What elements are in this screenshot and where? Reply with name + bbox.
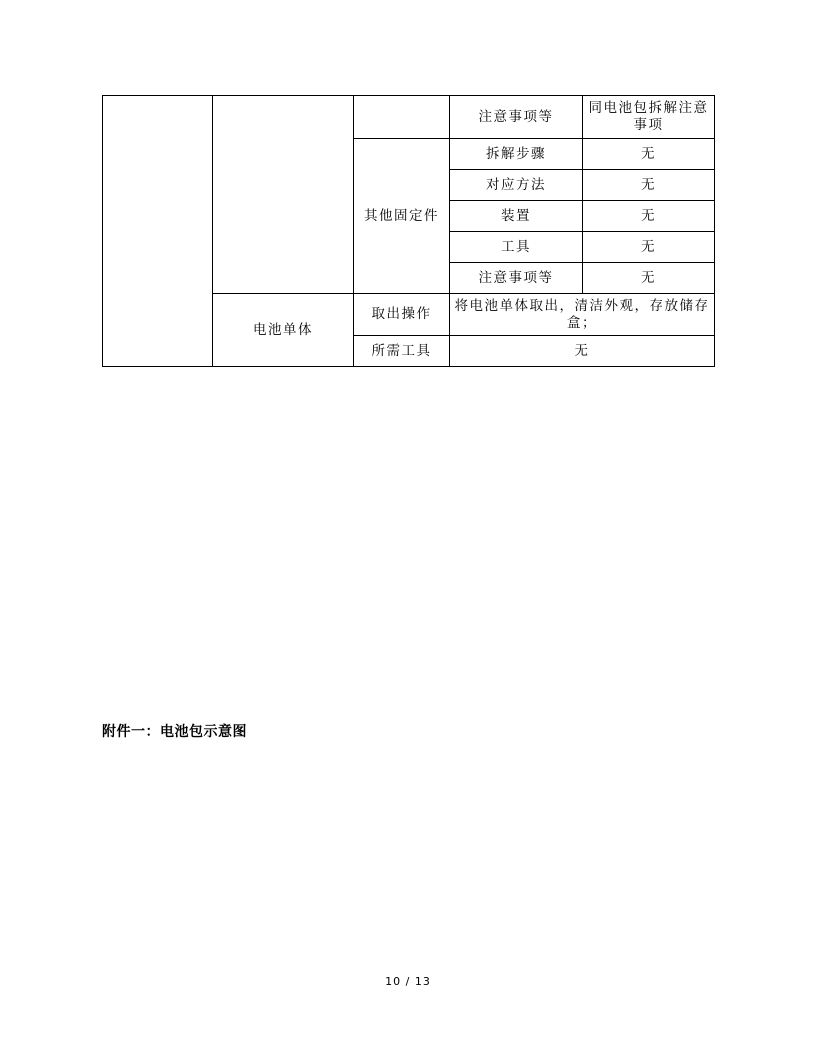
row-label: 装置: [450, 201, 583, 232]
group-label-fasteners: 其他固定件: [354, 139, 450, 294]
row-value: 无: [450, 336, 715, 367]
appendix-title: 附件一：电池包示意图: [102, 724, 247, 740]
empty-cell: [213, 96, 354, 294]
row-value: 无: [583, 263, 715, 294]
group-label-battery-cell: 电池单体: [213, 294, 354, 367]
empty-cell: [354, 96, 450, 139]
page-number: 10 / 13: [385, 975, 431, 988]
row-label: 注意事项等: [450, 263, 583, 294]
row-label: 对应方法: [450, 170, 583, 201]
table-row: [103, 96, 715, 139]
row-label: 拆解步骤: [450, 139, 583, 170]
row-value: 同电池包拆解注意事项: [583, 96, 715, 139]
row-label: 取出操作: [354, 294, 450, 336]
row-value: 将电池单体取出，清洁外观，存放储存盒；: [450, 294, 715, 336]
row-value: 无: [583, 232, 715, 263]
row-label: 注意事项等: [450, 96, 583, 139]
empty-cell: [103, 96, 213, 367]
row-label: 所需工具: [354, 336, 450, 367]
row-value: 无: [583, 139, 715, 170]
row-value: 无: [583, 170, 715, 201]
disassembly-table: [102, 95, 715, 367]
row-value: 无: [583, 201, 715, 232]
row-label: 工具: [450, 232, 583, 263]
